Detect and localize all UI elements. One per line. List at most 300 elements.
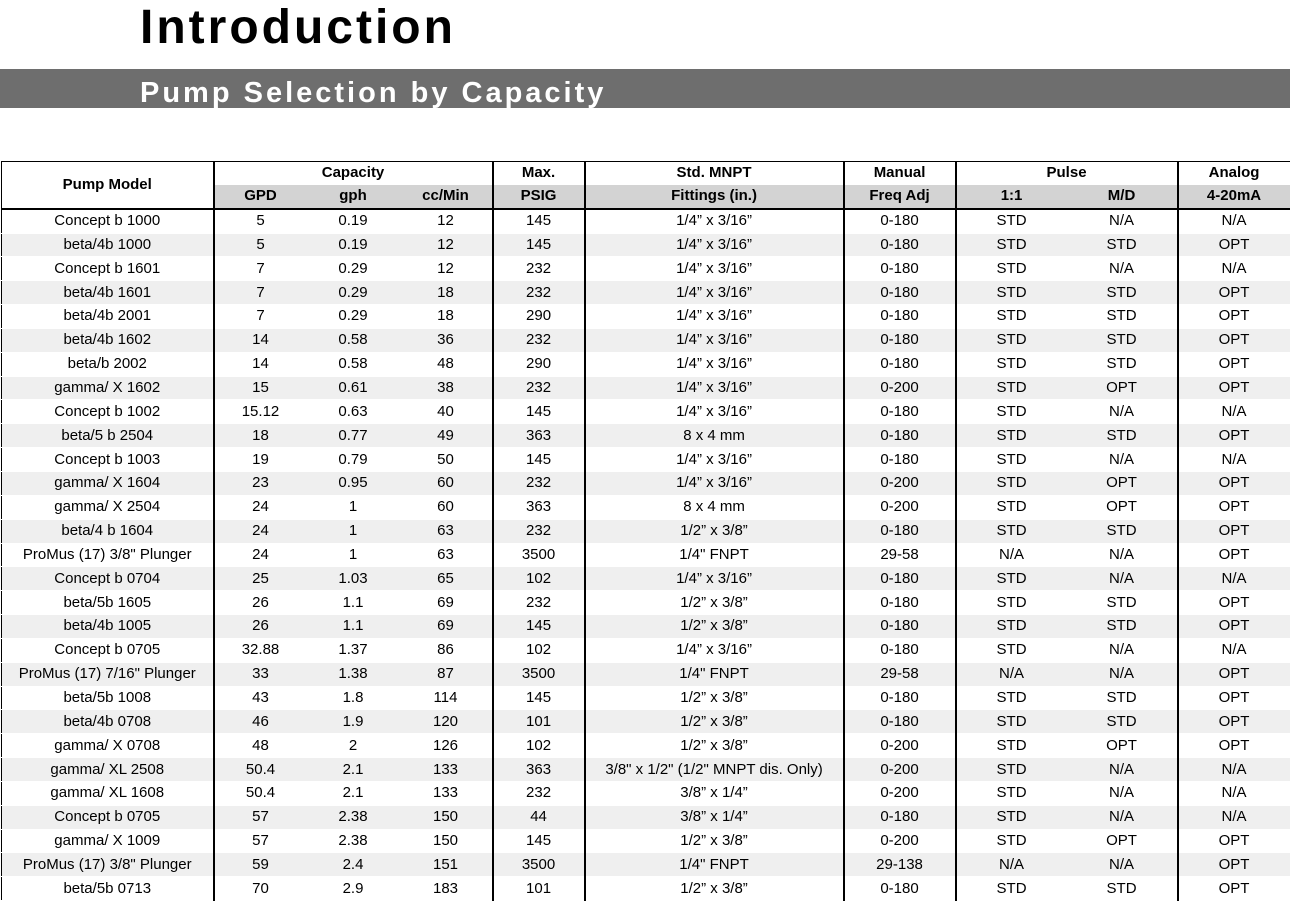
- cell-pump-model: Concept b 1003: [2, 448, 214, 472]
- cell-freq-adj: 0-200: [844, 829, 956, 853]
- cell-analog-4-20ma: OPT: [1178, 877, 1290, 901]
- cell-freq-adj: 0-200: [844, 471, 956, 495]
- cell-freq-adj: 0-180: [844, 519, 956, 543]
- cell-gph: 0.61: [307, 376, 400, 400]
- header-pulse-1-1: 1:1: [956, 185, 1067, 209]
- cell-fittings: 1/4” x 3/16”: [585, 328, 844, 352]
- cell-analog-4-20ma: N/A: [1178, 638, 1290, 662]
- cell-pulse-1-1: STD: [956, 448, 1067, 472]
- cell-freq-adj: 0-180: [844, 305, 956, 329]
- cell-analog-4-20ma: OPT: [1178, 471, 1290, 495]
- header-analog-4-20ma: 4-20mA: [1178, 185, 1290, 209]
- cell-gph: 0.63: [307, 400, 400, 424]
- cell-gph: 2.9: [307, 877, 400, 901]
- cell-freq-adj: 0-200: [844, 781, 956, 805]
- cell-pulse-1-1: STD: [956, 781, 1067, 805]
- cell-pump-model: Concept b 1002: [2, 400, 214, 424]
- cell-analog-4-20ma: OPT: [1178, 710, 1290, 734]
- table-row: [2, 376, 1290, 400]
- cell-gpd: 5: [214, 233, 307, 257]
- cell-gph: 0.29: [307, 257, 400, 281]
- cell-gph: 0.29: [307, 281, 400, 305]
- cell-psig: 145: [493, 400, 585, 424]
- cell-freq-adj: 0-180: [844, 448, 956, 472]
- cell-psig: 102: [493, 567, 585, 591]
- cell-psig: 232: [493, 591, 585, 615]
- cell-analog-4-20ma: N/A: [1178, 567, 1290, 591]
- cell-psig: 145: [493, 448, 585, 472]
- cell-pulse-md: STD: [1067, 305, 1178, 329]
- cell-pulse-1-1: STD: [956, 734, 1067, 758]
- cell-gpd: 26: [214, 615, 307, 639]
- cell-psig: 232: [493, 257, 585, 281]
- cell-fittings: 1/4” x 3/16”: [585, 257, 844, 281]
- table-row: [2, 853, 1290, 877]
- cell-pulse-md: STD: [1067, 877, 1178, 901]
- cell-psig: 145: [493, 686, 585, 710]
- cell-gph: 2.1: [307, 758, 400, 782]
- cell-freq-adj: 0-180: [844, 257, 956, 281]
- cell-cc-min: 126: [400, 734, 493, 758]
- cell-pump-model: beta/4b 0708: [2, 710, 214, 734]
- cell-pulse-md: N/A: [1067, 662, 1178, 686]
- table-row: [2, 209, 1290, 233]
- cell-pump-model: gamma/ X 1009: [2, 829, 214, 853]
- cell-freq-adj: 0-180: [844, 328, 956, 352]
- cell-pulse-1-1: STD: [956, 328, 1067, 352]
- cell-freq-adj: 0-200: [844, 758, 956, 782]
- cell-pump-model: Concept b 1000: [2, 209, 214, 233]
- cell-cc-min: 48: [400, 352, 493, 376]
- cell-gpd: 59: [214, 853, 307, 877]
- cell-gph: 1.03: [307, 567, 400, 591]
- cell-pulse-md: OPT: [1067, 734, 1178, 758]
- table-row: [2, 662, 1290, 686]
- cell-pulse-md: STD: [1067, 424, 1178, 448]
- table-row: [2, 424, 1290, 448]
- header-cc-min: cc/Min: [400, 185, 493, 209]
- cell-pulse-1-1: STD: [956, 877, 1067, 901]
- cell-pulse-1-1: STD: [956, 615, 1067, 639]
- cell-pulse-1-1: STD: [956, 471, 1067, 495]
- cell-cc-min: 18: [400, 305, 493, 329]
- cell-cc-min: 12: [400, 257, 493, 281]
- table-row: [2, 352, 1290, 376]
- cell-psig: 232: [493, 328, 585, 352]
- cell-fittings: 1/2” x 3/8”: [585, 591, 844, 615]
- cell-pulse-1-1: STD: [956, 638, 1067, 662]
- cell-psig: 232: [493, 281, 585, 305]
- cell-pulse-md: N/A: [1067, 448, 1178, 472]
- cell-pump-model: beta/4b 2001: [2, 305, 214, 329]
- cell-pump-model: beta/b 2002: [2, 352, 214, 376]
- cell-pulse-1-1: N/A: [956, 543, 1067, 567]
- table-header-row: [2, 162, 1290, 185]
- cell-analog-4-20ma: N/A: [1178, 805, 1290, 829]
- cell-pulse-md: N/A: [1067, 638, 1178, 662]
- cell-analog-4-20ma: N/A: [1178, 758, 1290, 782]
- cell-pulse-1-1: STD: [956, 233, 1067, 257]
- cell-gpd: 33: [214, 662, 307, 686]
- table-row: [2, 519, 1290, 543]
- cell-gpd: 15.12: [214, 400, 307, 424]
- cell-cc-min: 60: [400, 471, 493, 495]
- cell-freq-adj: 0-180: [844, 686, 956, 710]
- cell-fittings: 1/4" FNPT: [585, 662, 844, 686]
- cell-analog-4-20ma: N/A: [1178, 209, 1290, 233]
- cell-fittings: 3/8” x 1/4”: [585, 781, 844, 805]
- cell-cc-min: 69: [400, 591, 493, 615]
- cell-analog-4-20ma: OPT: [1178, 829, 1290, 853]
- cell-psig: 101: [493, 877, 585, 901]
- cell-freq-adj: 0-200: [844, 376, 956, 400]
- cell-cc-min: 150: [400, 805, 493, 829]
- cell-pulse-1-1: STD: [956, 376, 1067, 400]
- table-row: [2, 877, 1290, 901]
- cell-fittings: 1/2” x 3/8”: [585, 519, 844, 543]
- cell-pulse-1-1: STD: [956, 591, 1067, 615]
- cell-psig: 363: [493, 495, 585, 519]
- cell-gph: 2.1: [307, 781, 400, 805]
- cell-freq-adj: 0-180: [844, 567, 956, 591]
- cell-fittings: 1/2” x 3/8”: [585, 710, 844, 734]
- cell-freq-adj: 0-180: [844, 615, 956, 639]
- cell-analog-4-20ma: OPT: [1178, 424, 1290, 448]
- cell-psig: 3500: [493, 543, 585, 567]
- table-row: [2, 758, 1290, 782]
- cell-fittings: 1/2” x 3/8”: [585, 829, 844, 853]
- cell-fittings: 1/4” x 3/16”: [585, 471, 844, 495]
- cell-gph: 2.38: [307, 805, 400, 829]
- cell-freq-adj: 29-58: [844, 662, 956, 686]
- cell-fittings: 1/4” x 3/16”: [585, 448, 844, 472]
- cell-fittings: 3/8” x 1/4”: [585, 805, 844, 829]
- cell-psig: 44: [493, 805, 585, 829]
- cell-analog-4-20ma: N/A: [1178, 448, 1290, 472]
- cell-pump-model: gamma/ XL 1608: [2, 781, 214, 805]
- cell-pulse-md: N/A: [1067, 781, 1178, 805]
- header-fittings: Fittings (in.): [585, 185, 844, 209]
- table-row: [2, 805, 1290, 829]
- cell-analog-4-20ma: OPT: [1178, 686, 1290, 710]
- cell-pump-model: beta/4b 1601: [2, 281, 214, 305]
- cell-cc-min: 18: [400, 281, 493, 305]
- cell-cc-min: 151: [400, 853, 493, 877]
- cell-gph: 0.79: [307, 448, 400, 472]
- cell-freq-adj: 0-180: [844, 710, 956, 734]
- cell-fittings: 1/4” x 3/16”: [585, 281, 844, 305]
- table-row: [2, 710, 1290, 734]
- header-freq-adj: Freq Adj: [844, 185, 956, 209]
- cell-cc-min: 12: [400, 233, 493, 257]
- cell-gpd: 46: [214, 710, 307, 734]
- cell-gpd: 43: [214, 686, 307, 710]
- cell-pulse-md: N/A: [1067, 567, 1178, 591]
- cell-pump-model: beta/5b 1605: [2, 591, 214, 615]
- cell-analog-4-20ma: N/A: [1178, 257, 1290, 281]
- cell-cc-min: 38: [400, 376, 493, 400]
- cell-pulse-md: OPT: [1067, 471, 1178, 495]
- cell-psig: 145: [493, 829, 585, 853]
- cell-pulse-md: N/A: [1067, 209, 1178, 233]
- cell-cc-min: 87: [400, 662, 493, 686]
- cell-freq-adj: 0-180: [844, 424, 956, 448]
- cell-fittings: 1/4" FNPT: [585, 543, 844, 567]
- cell-gph: 0.95: [307, 471, 400, 495]
- cell-pulse-1-1: STD: [956, 829, 1067, 853]
- cell-freq-adj: 0-180: [844, 805, 956, 829]
- cell-pulse-1-1: STD: [956, 758, 1067, 782]
- cell-pulse-md: STD: [1067, 281, 1178, 305]
- cell-gpd: 5: [214, 209, 307, 233]
- cell-psig: 363: [493, 424, 585, 448]
- cell-gpd: 19: [214, 448, 307, 472]
- cell-psig: 232: [493, 471, 585, 495]
- cell-fittings: 1/4” x 3/16”: [585, 305, 844, 329]
- cell-cc-min: 183: [400, 877, 493, 901]
- cell-cc-min: 49: [400, 424, 493, 448]
- cell-psig: 145: [493, 233, 585, 257]
- cell-fittings: 1/4” x 3/16”: [585, 638, 844, 662]
- header-gpd: GPD: [214, 185, 307, 209]
- cell-psig: 3500: [493, 853, 585, 877]
- cell-pulse-1-1: STD: [956, 400, 1067, 424]
- table-row: [2, 305, 1290, 329]
- cell-analog-4-20ma: N/A: [1178, 400, 1290, 424]
- table-row: [2, 567, 1290, 591]
- cell-gpd: 7: [214, 305, 307, 329]
- cell-psig: 102: [493, 638, 585, 662]
- cell-gpd: 23: [214, 471, 307, 495]
- cell-gph: 0.19: [307, 233, 400, 257]
- cell-cc-min: 133: [400, 781, 493, 805]
- table-row: [2, 471, 1290, 495]
- table-body: [2, 209, 1290, 901]
- table-row: [2, 543, 1290, 567]
- cell-pulse-1-1: STD: [956, 686, 1067, 710]
- cell-freq-adj: 29-58: [844, 543, 956, 567]
- cell-pump-model: beta/4b 1005: [2, 615, 214, 639]
- header-pump-model: Pump Model: [2, 162, 214, 209]
- cell-pulse-md: STD: [1067, 686, 1178, 710]
- cell-pump-model: ProMus (17) 3/8" Plunger: [2, 853, 214, 877]
- cell-fittings: 3/8" x 1/2" (1/2" MNPT dis. Only): [585, 758, 844, 782]
- table-row: [2, 448, 1290, 472]
- cell-fittings: 1/4” x 3/16”: [585, 209, 844, 233]
- cell-gph: 1.1: [307, 615, 400, 639]
- cell-gph: 1.1: [307, 591, 400, 615]
- cell-analog-4-20ma: OPT: [1178, 233, 1290, 257]
- header-psig: PSIG: [493, 185, 585, 209]
- cell-pump-model: gamma/ X 1602: [2, 376, 214, 400]
- cell-pulse-1-1: STD: [956, 352, 1067, 376]
- cell-freq-adj: 0-180: [844, 877, 956, 901]
- cell-psig: 145: [493, 209, 585, 233]
- header-analog: Analog: [1178, 162, 1290, 185]
- table-row: [2, 328, 1290, 352]
- cell-analog-4-20ma: OPT: [1178, 853, 1290, 877]
- cell-pulse-md: STD: [1067, 710, 1178, 734]
- cell-pump-model: gamma/ X 1604: [2, 471, 214, 495]
- cell-analog-4-20ma: OPT: [1178, 328, 1290, 352]
- cell-psig: 101: [493, 710, 585, 734]
- table-row: [2, 638, 1290, 662]
- cell-gpd: 57: [214, 805, 307, 829]
- cell-cc-min: 36: [400, 328, 493, 352]
- cell-gph: 0.58: [307, 328, 400, 352]
- cell-cc-min: 133: [400, 758, 493, 782]
- cell-pump-model: beta/5b 0713: [2, 877, 214, 901]
- cell-fittings: 8 x 4 mm: [585, 424, 844, 448]
- cell-psig: 232: [493, 519, 585, 543]
- cell-gpd: 24: [214, 519, 307, 543]
- cell-pulse-md: N/A: [1067, 400, 1178, 424]
- cell-cc-min: 86: [400, 638, 493, 662]
- cell-pulse-md: STD: [1067, 352, 1178, 376]
- cell-pump-model: ProMus (17) 7/16" Plunger: [2, 662, 214, 686]
- cell-gph: 2: [307, 734, 400, 758]
- cell-pulse-1-1: STD: [956, 495, 1067, 519]
- cell-gph: 1: [307, 495, 400, 519]
- cell-gpd: 25: [214, 567, 307, 591]
- cell-pulse-md: STD: [1067, 615, 1178, 639]
- cell-gpd: 24: [214, 495, 307, 519]
- cell-pump-model: Concept b 1601: [2, 257, 214, 281]
- cell-cc-min: 120: [400, 710, 493, 734]
- cell-pulse-md: N/A: [1067, 805, 1178, 829]
- cell-pump-model: Concept b 0704: [2, 567, 214, 591]
- cell-gpd: 50.4: [214, 758, 307, 782]
- cell-cc-min: 63: [400, 543, 493, 567]
- cell-freq-adj: 0-180: [844, 281, 956, 305]
- cell-freq-adj: 0-200: [844, 734, 956, 758]
- cell-analog-4-20ma: OPT: [1178, 352, 1290, 376]
- cell-gpd: 14: [214, 328, 307, 352]
- cell-pump-model: Concept b 0705: [2, 638, 214, 662]
- cell-fittings: 8 x 4 mm: [585, 495, 844, 519]
- cell-fittings: 1/4” x 3/16”: [585, 567, 844, 591]
- table-row: [2, 781, 1290, 805]
- cell-freq-adj: 0-180: [844, 591, 956, 615]
- cell-gph: 1.8: [307, 686, 400, 710]
- cell-analog-4-20ma: OPT: [1178, 591, 1290, 615]
- cell-pump-model: beta/4b 1602: [2, 328, 214, 352]
- cell-freq-adj: 0-180: [844, 352, 956, 376]
- cell-psig: 290: [493, 305, 585, 329]
- cell-psig: 3500: [493, 662, 585, 686]
- cell-analog-4-20ma: OPT: [1178, 662, 1290, 686]
- cell-gpd: 7: [214, 281, 307, 305]
- cell-gpd: 50.4: [214, 781, 307, 805]
- cell-pump-model: gamma/ X 0708: [2, 734, 214, 758]
- cell-pulse-md: STD: [1067, 591, 1178, 615]
- cell-fittings: 1/4” x 3/16”: [585, 376, 844, 400]
- cell-pulse-md: OPT: [1067, 495, 1178, 519]
- cell-pump-model: beta/5 b 2504: [2, 424, 214, 448]
- cell-freq-adj: 29-138: [844, 853, 956, 877]
- cell-gph: 2.38: [307, 829, 400, 853]
- cell-cc-min: 40: [400, 400, 493, 424]
- section-title: Pump Selection by Capacity: [140, 77, 607, 109]
- cell-gpd: 57: [214, 829, 307, 853]
- cell-cc-min: 150: [400, 829, 493, 853]
- table-row: [2, 495, 1290, 519]
- cell-pulse-md: N/A: [1067, 853, 1178, 877]
- cell-cc-min: 60: [400, 495, 493, 519]
- table-row: [2, 734, 1290, 758]
- cell-gph: 1: [307, 543, 400, 567]
- cell-pulse-1-1: STD: [956, 519, 1067, 543]
- table-row: [2, 591, 1290, 615]
- cell-pulse-1-1: STD: [956, 305, 1067, 329]
- cell-psig: 102: [493, 734, 585, 758]
- cell-gpd: 7: [214, 257, 307, 281]
- cell-pulse-md: N/A: [1067, 543, 1178, 567]
- table-row: [2, 233, 1290, 257]
- cell-psig: 232: [493, 376, 585, 400]
- table-row: [2, 400, 1290, 424]
- cell-fittings: 1/2” x 3/8”: [585, 686, 844, 710]
- pump-selection-table: [1, 161, 1290, 901]
- cell-pump-model: Concept b 0705: [2, 805, 214, 829]
- cell-gph: 1.38: [307, 662, 400, 686]
- cell-fittings: 1/4" FNPT: [585, 853, 844, 877]
- cell-pump-model: beta/5b 1008: [2, 686, 214, 710]
- cell-freq-adj: 0-180: [844, 209, 956, 233]
- cell-gph: 2.4: [307, 853, 400, 877]
- cell-fittings: 1/2” x 3/8”: [585, 877, 844, 901]
- cell-analog-4-20ma: OPT: [1178, 615, 1290, 639]
- cell-pulse-md: OPT: [1067, 829, 1178, 853]
- cell-cc-min: 12: [400, 209, 493, 233]
- table-row: [2, 686, 1290, 710]
- cell-gpd: 26: [214, 591, 307, 615]
- cell-cc-min: 50: [400, 448, 493, 472]
- header-std-mnpt: Std. MNPT: [585, 162, 844, 185]
- cell-analog-4-20ma: OPT: [1178, 495, 1290, 519]
- cell-fittings: 1/4” x 3/16”: [585, 400, 844, 424]
- cell-gph: 0.77: [307, 424, 400, 448]
- cell-analog-4-20ma: OPT: [1178, 734, 1290, 758]
- cell-gpd: 32.88: [214, 638, 307, 662]
- table-row: [2, 615, 1290, 639]
- cell-gpd: 18: [214, 424, 307, 448]
- cell-pump-model: gamma/ XL 2508: [2, 758, 214, 782]
- header-pulse: Pulse: [956, 162, 1178, 185]
- cell-gpd: 24: [214, 543, 307, 567]
- cell-analog-4-20ma: OPT: [1178, 305, 1290, 329]
- cell-gph: 0.58: [307, 352, 400, 376]
- cell-analog-4-20ma: OPT: [1178, 519, 1290, 543]
- cell-freq-adj: 0-200: [844, 495, 956, 519]
- cell-gph: 1.9: [307, 710, 400, 734]
- table-row: [2, 829, 1290, 853]
- cell-analog-4-20ma: OPT: [1178, 376, 1290, 400]
- cell-pump-model: beta/4b 1000: [2, 233, 214, 257]
- cell-pulse-1-1: STD: [956, 710, 1067, 734]
- cell-gpd: 15: [214, 376, 307, 400]
- header-manual: Manual: [844, 162, 956, 185]
- header-pulse-md: M/D: [1067, 185, 1178, 209]
- cell-analog-4-20ma: OPT: [1178, 281, 1290, 305]
- header-capacity: Capacity: [214, 162, 493, 185]
- cell-pump-model: gamma/ X 2504: [2, 495, 214, 519]
- cell-pulse-md: STD: [1067, 328, 1178, 352]
- header-max: Max.: [493, 162, 585, 185]
- cell-pulse-1-1: N/A: [956, 662, 1067, 686]
- cell-pulse-1-1: STD: [956, 281, 1067, 305]
- cell-gph: 0.19: [307, 209, 400, 233]
